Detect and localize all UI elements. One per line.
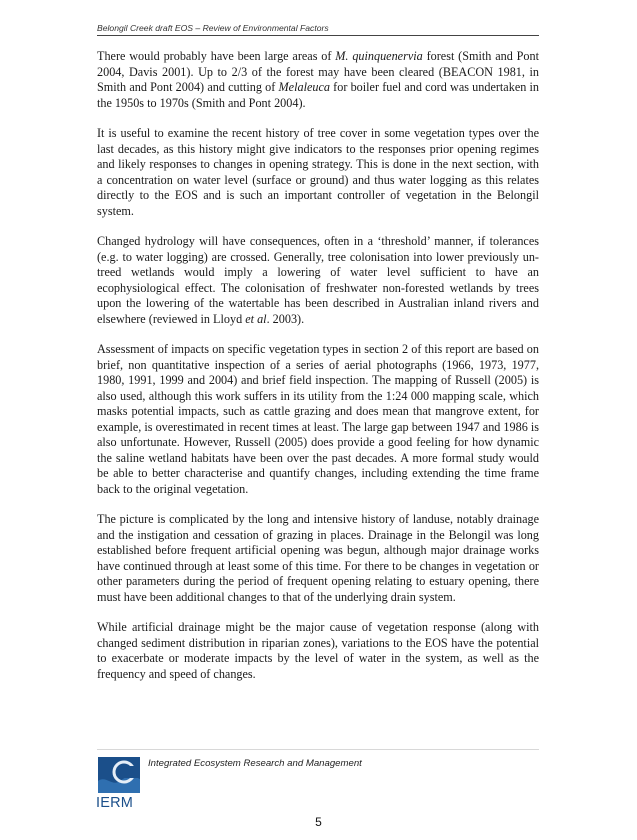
- paragraph-1-part-a: There would probably have been large areas of: [97, 49, 336, 63]
- document-body: [97, 49, 539, 682]
- paragraph-1-species-2: Melaleuca: [278, 80, 330, 94]
- paragraph-5: The picture is complicated by the long and intensive history of landuse, notably drainage and the instigation and cessation of grazing in places. Drainage in the Belongil was long established before frequent artificial opening was begun, although major drainage works have continued through at least some of this time. For there to be changes in vegetation or other parameters during the period of frequent opening relating to estuary opening, there must have been additional changes to that of the underlying drain system.: [97, 512, 539, 604]
- paragraph-1-species-1: M. quinquenervia: [335, 49, 423, 63]
- paragraph-1-part-b: forest (Smith and Pont 2004, Davis 2001). Up to 2/3 of the forest may have been cleared (BEACON 1981, in Smith and Pont 2004) and cutting of: [97, 49, 539, 94]
- paragraph-4: Assessment of impacts on specific vegetation types in section 2 of this report are based on brief, non quantitative inspection of a series of aerial photographs (1966, 1973, 1977, 1980, 1991, 1999 and 2004) and brief field inspection. The mapping of Russell (2005) is also used, although this work suffers in its utility from the 1:24 000 mapping scale, which masks potential impacts, such as cattle grazing and does mean that mangrove extent, for example, is overestimated in recent times at least. The large gap between 1947 and 1986 is also unfortunate. However, Russell (2005) does provide a good feeling for how dynamic the saline wetland habitats have been over the past decades. A more formal study would be able to better characterise and quantify changes, including extending the time frame back to the original vegetation.: [97, 342, 539, 496]
- paragraph-3-part-b: . 2003).: [266, 311, 305, 326]
- paragraph-6: While artificial drainage might be the major cause of vegetation response (along with changed sediment distribution in riparian zones), variations to the EOS have the potential to exacerbate or moderate impacts by the level of water in the system, as well as the frequency and speed of changes.: [97, 620, 539, 681]
- logo-wordmark: IERM: [96, 795, 134, 811]
- footer-organisation: Integrated Ecosystem Research and Management: [148, 758, 362, 769]
- paragraph-3: [97, 234, 539, 327]
- page-number: 5: [315, 815, 322, 829]
- paragraph-1-part-c: for boiler fuel and cord was undertaken in the 1950s to 1970s (Smith and Pont 2004).: [97, 80, 539, 110]
- footer-divider: [97, 749, 539, 750]
- paragraph-2: It is useful to examine the recent history of tree cover in some vegetation types over the last decades, as this history might give indicators to the responses prior opening regimes and likely responses to changes in opening strategy. This is done in the next section, with a concentration on water level (surface or ground) and thus water logging as this relates directly to the EOS and is such an important controller of vegetation in the Belongil system.: [97, 126, 539, 218]
- running-header: Belongil Creek draft EOS – Review of Environmental Factors: [97, 23, 539, 36]
- ierm-wave-logo-icon: [98, 757, 140, 793]
- paragraph-3-part-a: Changed hydrology will have consequences, often in a ‘threshold’ manner, if tolerances (e.g. to water logging) are crossed. Generally, tree colonisation into lower previously un-treed wetlands would imply a lowering of water level sufficient to have an ecophysiological effect. The colonisation of freshwater non-forested wetlands by trees upon the lowering of the watertable has been described in Australian inland rivers and elsewhere (reviewed in Lloyd: [97, 234, 539, 326]
- paragraph-1: [97, 49, 539, 111]
- paragraph-3-et-al: et al: [245, 311, 267, 326]
